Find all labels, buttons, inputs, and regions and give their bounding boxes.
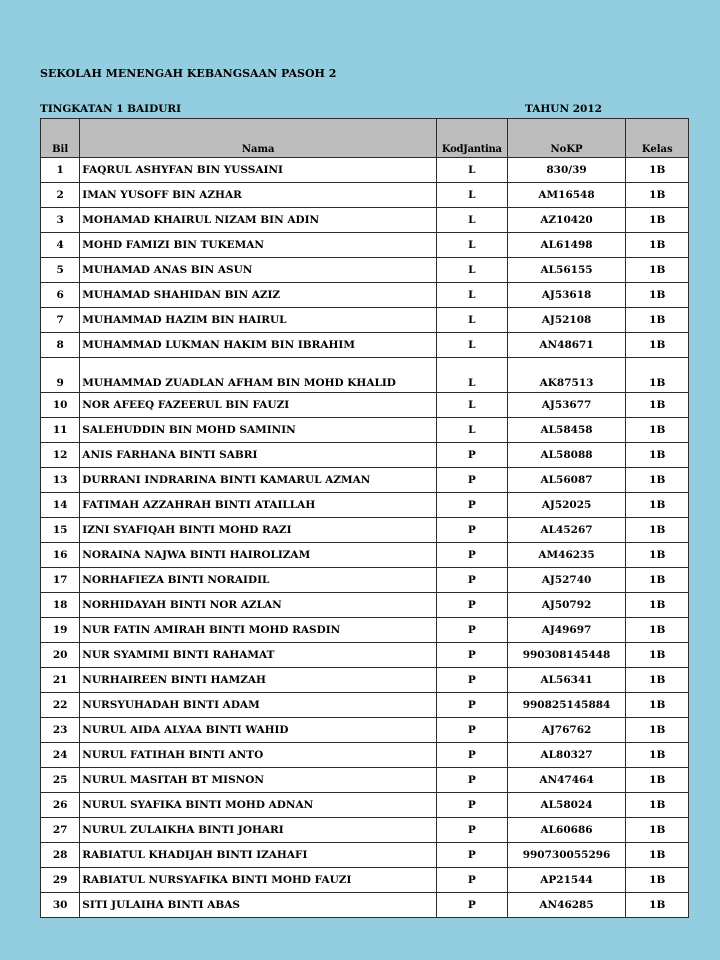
cell-kodjantina: L (437, 333, 508, 358)
cell-kodjantina: P (437, 893, 508, 918)
cell-bil: 15 (41, 518, 80, 543)
cell-bil: 25 (41, 768, 80, 793)
cell-kodjantina: P (437, 468, 508, 493)
table-row (41, 518, 689, 543)
cell-bil: 26 (41, 793, 80, 818)
cell-nama: IZNI SYAFIQAH BINTI MOHD RAZI (80, 518, 437, 543)
cell-kodjantina: P (437, 693, 508, 718)
cell-nama: NOR AFEEQ FAZEERUL BIN FAUZI (80, 393, 437, 418)
cell-kelas: 1B (626, 768, 689, 793)
cell-nama: NURUL SYAFIKA BINTI MOHD ADNAN (80, 793, 437, 818)
cell-kelas: 1B (626, 308, 689, 333)
cell-nama: NURHAIREEN BINTI HAMZAH (80, 668, 437, 693)
table-row (41, 158, 689, 183)
column-header-kodjantina: KodJantina (437, 119, 508, 158)
cell-bil: 22 (41, 693, 80, 718)
cell-kelas: 1B (626, 818, 689, 843)
cell-kodjantina: P (437, 493, 508, 518)
cell-nokp: AL56087 (507, 468, 626, 493)
cell-nama: ANIS FARHANA BINTI SABRI (80, 443, 437, 468)
cell-kelas: 1B (626, 618, 689, 643)
cell-kelas: 1B (626, 518, 689, 543)
cell-nama: NORHIDAYAH BINTI NOR AZLAN (80, 593, 437, 618)
cell-nama: NURUL MASITAH BT MISNON (80, 768, 437, 793)
cell-nama: DURRANI INDRARINA BINTI KAMARUL AZMAN (80, 468, 437, 493)
cell-kelas: 1B (626, 283, 689, 308)
cell-kelas: 1B (626, 493, 689, 518)
cell-nokp: AN48671 (507, 333, 626, 358)
table-row (41, 643, 689, 668)
cell-bil: 17 (41, 568, 80, 593)
cell-nokp: AL60686 (507, 818, 626, 843)
student-roster-table (40, 118, 689, 918)
cell-nama: FAQRUL ASHYFAN BIN YUSSAINI (80, 158, 437, 183)
cell-kelas: 1B (626, 468, 689, 493)
cell-kelas: 1B (626, 333, 689, 358)
table-row (41, 208, 689, 233)
cell-nama: MUHAMAD SHAHIDAN BIN AZIZ (80, 283, 437, 308)
cell-bil: 18 (41, 593, 80, 618)
cell-kodjantina: P (437, 518, 508, 543)
cell-kelas: 1B (626, 693, 689, 718)
cell-nokp: 830/39 (507, 158, 626, 183)
cell-nokp: AL58088 (507, 443, 626, 468)
cell-nokp: AJ49697 (507, 618, 626, 643)
cell-bil: 28 (41, 843, 80, 868)
column-header-kelas: Kelas (626, 119, 689, 158)
cell-nokp: AL80327 (507, 743, 626, 768)
cell-nama: MOHAMAD KHAIRUL NIZAM BIN ADIN (80, 208, 437, 233)
cell-nokp: 990825145884 (507, 693, 626, 718)
cell-nama: RABIATUL KHADIJAH BINTI IZAHAFI (80, 843, 437, 868)
table-row (41, 233, 689, 258)
cell-bil: 8 (41, 333, 80, 358)
cell-bil: 12 (41, 443, 80, 468)
table-row (41, 358, 689, 393)
cell-nokp: 990730055296 (507, 843, 626, 868)
cell-bil: 14 (41, 493, 80, 518)
table-row (41, 768, 689, 793)
cell-nama: NUR FATIN AMIRAH BINTI MOHD RASDIN (80, 618, 437, 643)
cell-bil: 1 (41, 158, 80, 183)
cell-kodjantina: P (437, 718, 508, 743)
cell-bil: 3 (41, 208, 80, 233)
table-body (41, 158, 689, 918)
cell-kodjantina: L (437, 283, 508, 308)
table-row (41, 333, 689, 358)
table-row (41, 543, 689, 568)
table-row (41, 843, 689, 868)
table-row (41, 443, 689, 468)
cell-bil: 24 (41, 743, 80, 768)
cell-nokp: AP21544 (507, 868, 626, 893)
cell-kodjantina: L (437, 183, 508, 208)
cell-kelas: 1B (626, 668, 689, 693)
cell-bil: 29 (41, 868, 80, 893)
cell-nokp: AJ50792 (507, 593, 626, 618)
cell-kelas: 1B (626, 208, 689, 233)
cell-kodjantina: P (437, 593, 508, 618)
cell-nokp: AN47464 (507, 768, 626, 793)
cell-kelas: 1B (626, 443, 689, 468)
cell-nokp: AL58458 (507, 418, 626, 443)
cell-bil: 19 (41, 618, 80, 643)
cell-nokp: AK87513 (507, 358, 626, 393)
column-header-nama: Nama (80, 119, 437, 158)
cell-kelas: 1B (626, 718, 689, 743)
cell-nokp: AJ53618 (507, 283, 626, 308)
cell-nama: NORAINA NAJWA BINTI HAIROLIZAM (80, 543, 437, 568)
cell-nokp: AM46235 (507, 543, 626, 568)
cell-nama: RABIATUL NURSYAFIKA BINTI MOHD FAUZI (80, 868, 437, 893)
cell-kodjantina: L (437, 158, 508, 183)
table-row (41, 868, 689, 893)
cell-kelas: 1B (626, 893, 689, 918)
cell-nokp: AM16548 (507, 183, 626, 208)
table-row (41, 308, 689, 333)
cell-nokp: AJ52108 (507, 308, 626, 333)
cell-nokp: AL56155 (507, 258, 626, 283)
table-row (41, 618, 689, 643)
cell-kelas: 1B (626, 868, 689, 893)
cell-nama: FATIMAH AZZAHRAH BINTI ATAILLAH (80, 493, 437, 518)
table-row (41, 393, 689, 418)
cell-kodjantina: L (437, 358, 508, 393)
cell-kelas: 1B (626, 358, 689, 393)
cell-kelas: 1B (626, 183, 689, 208)
table-row (41, 718, 689, 743)
cell-nama: MUHAMMAD LUKMAN HAKIM BIN IBRAHIM (80, 333, 437, 358)
cell-bil: 21 (41, 668, 80, 693)
cell-nokp: AL56341 (507, 668, 626, 693)
cell-bil: 6 (41, 283, 80, 308)
cell-kodjantina: P (437, 793, 508, 818)
cell-kelas: 1B (626, 158, 689, 183)
cell-bil: 7 (41, 308, 80, 333)
table-row (41, 418, 689, 443)
cell-bil: 20 (41, 643, 80, 668)
cell-nama: MUHAMMAD ZUADLAN AFHAM BIN MOHD KHALID (80, 358, 437, 393)
cell-kelas: 1B (626, 418, 689, 443)
cell-kelas: 1B (626, 233, 689, 258)
cell-kodjantina: P (437, 643, 508, 668)
cell-kelas: 1B (626, 743, 689, 768)
cell-nokp: AJ76762 (507, 718, 626, 743)
cell-nama: MUHAMMAD HAZIM BIN HAIRUL (80, 308, 437, 333)
cell-nama: NURSYUHADAH BINTI ADAM (80, 693, 437, 718)
cell-kodjantina: P (437, 743, 508, 768)
cell-bil: 4 (41, 233, 80, 258)
table-row (41, 668, 689, 693)
cell-bil: 10 (41, 393, 80, 418)
cell-kodjantina: L (437, 308, 508, 333)
cell-kelas: 1B (626, 543, 689, 568)
cell-kodjantina: P (437, 618, 508, 643)
cell-bil: 11 (41, 418, 80, 443)
class-label: TINGKATAN 1 BAIDURI (40, 103, 181, 115)
cell-bil: 16 (41, 543, 80, 568)
cell-kelas: 1B (626, 568, 689, 593)
cell-kodjantina: P (437, 568, 508, 593)
cell-kodjantina: P (437, 843, 508, 868)
cell-nokp: AL58024 (507, 793, 626, 818)
cell-nama: SITI JULAIHA BINTI ABAS (80, 893, 437, 918)
cell-nama: MUHAMAD ANAS BIN ASUN (80, 258, 437, 283)
cell-nokp: AL45267 (507, 518, 626, 543)
table-row (41, 183, 689, 208)
cell-bil: 27 (41, 818, 80, 843)
table-row (41, 793, 689, 818)
cell-kodjantina: P (437, 868, 508, 893)
cell-nama: MOHD FAMIZI BIN TUKEMAN (80, 233, 437, 258)
cell-nama: NORHAFIEZA BINTI NORAIDIL (80, 568, 437, 593)
cell-kodjantina: L (437, 418, 508, 443)
table-row (41, 468, 689, 493)
cell-nama: NURUL FATIHAH BINTI ANTO (80, 743, 437, 768)
cell-bil: 9 (41, 358, 80, 393)
cell-nokp: AJ52025 (507, 493, 626, 518)
table-row (41, 693, 689, 718)
table-header-row (41, 119, 689, 158)
table-row (41, 283, 689, 308)
cell-kelas: 1B (626, 793, 689, 818)
cell-kelas: 1B (626, 643, 689, 668)
cell-kodjantina: L (437, 393, 508, 418)
cell-bil: 23 (41, 718, 80, 743)
cell-kodjantina: L (437, 233, 508, 258)
cell-kodjantina: L (437, 208, 508, 233)
cell-nama: NURUL AIDA ALYAA BINTI WAHID (80, 718, 437, 743)
cell-nokp: AN46285 (507, 893, 626, 918)
cell-nokp: AL61498 (507, 233, 626, 258)
cell-kelas: 1B (626, 593, 689, 618)
cell-kodjantina: P (437, 443, 508, 468)
cell-kelas: 1B (626, 393, 689, 418)
cell-nama: SALEHUDDIN BIN MOHD SAMININ (80, 418, 437, 443)
year-label: TAHUN 2012 (525, 103, 602, 115)
cell-kodjantina: P (437, 818, 508, 843)
cell-nama: IMAN YUSOFF BIN AZHAR (80, 183, 437, 208)
cell-nokp: AJ53677 (507, 393, 626, 418)
cell-bil: 30 (41, 893, 80, 918)
table-row (41, 818, 689, 843)
cell-kodjantina: P (437, 543, 508, 568)
cell-nama: NUR SYAMIMI BINTI RAHAMAT (80, 643, 437, 668)
table-row (41, 568, 689, 593)
cell-bil: 2 (41, 183, 80, 208)
column-header-bil: Bil (41, 119, 80, 158)
cell-nokp: 990308145448 (507, 643, 626, 668)
table-row (41, 743, 689, 768)
table-row (41, 493, 689, 518)
cell-bil: 13 (41, 468, 80, 493)
cell-kodjantina: P (437, 668, 508, 693)
cell-kodjantina: L (437, 258, 508, 283)
table-row (41, 258, 689, 283)
cell-nokp: AJ52740 (507, 568, 626, 593)
table-row (41, 593, 689, 618)
cell-kelas: 1B (626, 258, 689, 283)
cell-kodjantina: P (437, 768, 508, 793)
cell-nokp: AZ10420 (507, 208, 626, 233)
table-row (41, 893, 689, 918)
cell-bil: 5 (41, 258, 80, 283)
cell-nama: NURUL ZULAIKHA BINTI JOHARI (80, 818, 437, 843)
cell-kelas: 1B (626, 843, 689, 868)
column-header-nokp: NoKP (507, 119, 626, 158)
school-name: SEKOLAH MENENGAH KEBANGSAAN PASOH 2 (40, 67, 337, 80)
